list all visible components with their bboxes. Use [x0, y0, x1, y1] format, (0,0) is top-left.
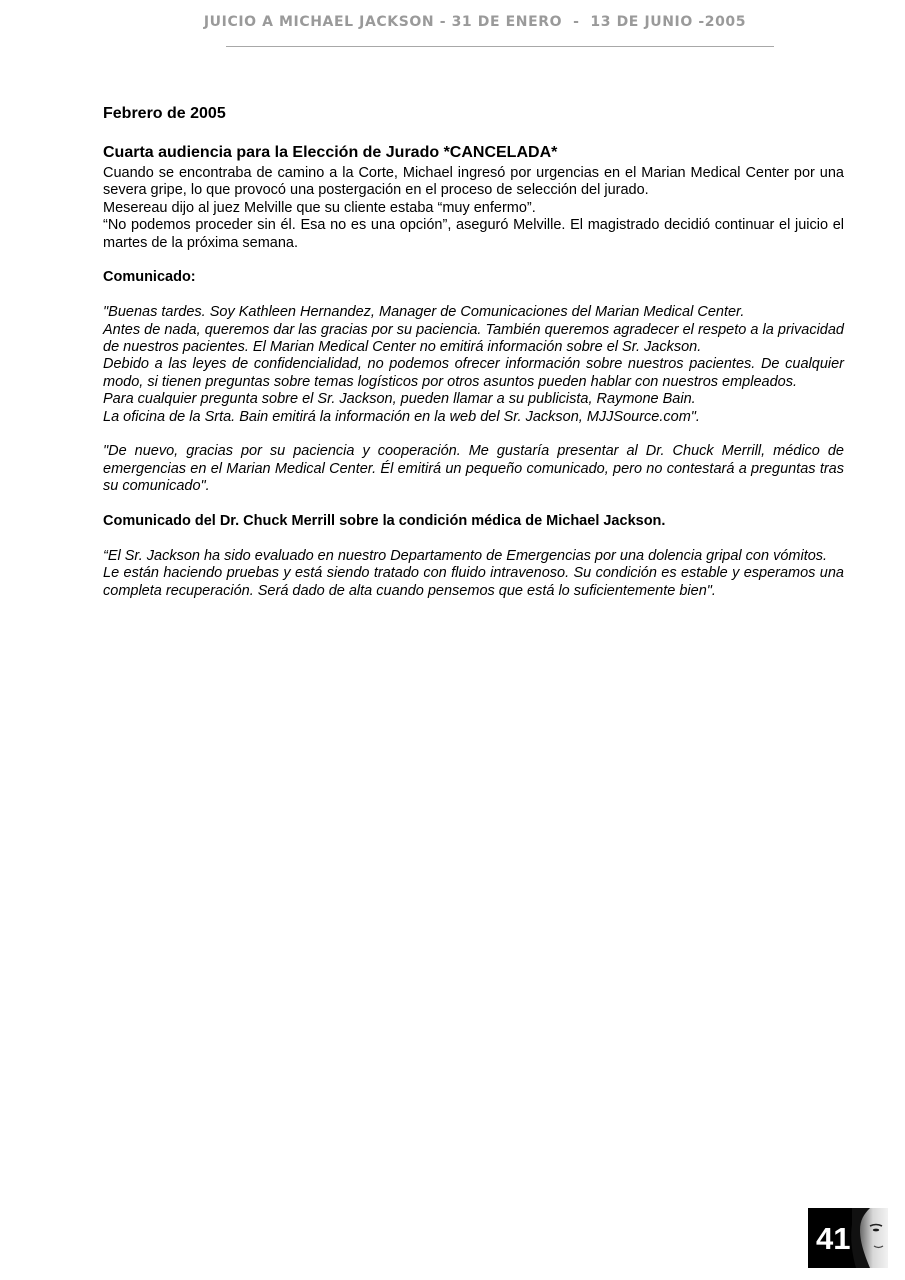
- running-header: JUICIO A MICHAEL JACKSON - 31 DE ENERO - 13 DE JUNIO -2005: [203, 14, 747, 30]
- statement-paragraph: "Buenas tardes. Soy Kathleen Hernandez, Manager de Comunicaciones del Marian Medical Center.: [103, 304, 745, 321]
- intro-paragraph: “No podemos proceder sin él. Esa no es una opción”, aseguró Melville. El magistrado decidió continuar el juicio el martes de la próxima semana.: [103, 217, 844, 251]
- page-number: 41: [816, 1221, 851, 1256]
- spacer: [103, 496, 844, 513]
- intro-paragraph: Mesereau dijo al juez Melville que su cliente estaba “muy enfermo”.: [103, 199, 536, 216]
- doctor-paragraph: Le están haciendo pruebas y está siendo tratado con fluido intravenoso. Su condición es estable y esperamos una completa recuperación. Será dado de alta cuando pensemos que está lo suficientemente bien".: [103, 565, 844, 599]
- section-title: Cuarta audiencia para la Elección de Jurado *CANCELADA*: [103, 144, 558, 161]
- statement-paragraph: La oficina de la Srta. Bain emitirá la información en la web del Sr. Jackson, MJJSource.com".: [103, 408, 700, 425]
- spacer: [103, 252, 844, 269]
- doctor-statement-label: Comunicado del Dr. Chuck Merrill sobre la condición médica de Michael Jackson.: [103, 513, 666, 530]
- statement-paragraph: Antes de nada, queremos dar las gracias por su paciencia. También queremos agradecer el respeto a la privacidad de nuestros pacientes. El Marian Medical Center no emitirá información sobre el Sr. Jackson.: [103, 321, 844, 356]
- statement-paragraph: Debido a las leyes de confidencialidad, no podemos ofrecer información sobre nuestros pacientes. De cualquier modo, si tienen preguntas sobre temas logísticos por otros asuntos pueden hablar con nuestros empleados.: [103, 356, 844, 390]
- spacer: [103, 426, 844, 443]
- statement-closing: "De nuevo, gracias por su paciencia y cooperación. Me gustaría presentar al Dr. Chuck Merrill, médico de emergencias en el Marian Medical Center. Él emitirá un pequeño comunicado, pero no contestará a preguntas tras su comunicado".: [103, 443, 844, 495]
- intro-paragraph: Cuando se encontraba de camino a la Corte, Michael ingresó por urgencias en el Marian Medical Center por una severa gripe, lo que provocó una postergación en el proceso de selección del jurado.: [103, 165, 844, 199]
- statement-paragraph: Para cualquier pregunta sobre el Sr. Jackson, pueden llamar a su publicista, Raymone Bain.: [103, 391, 696, 408]
- doctor-paragraph: “El Sr. Jackson ha sido evaluado en nuestro Departamento de Emergencias por una dolencia gripal con vómitos.: [103, 547, 828, 564]
- spacer: [103, 287, 844, 304]
- document-body: [103, 104, 844, 600]
- statement-label: Comunicado:: [103, 269, 196, 286]
- spacer: [103, 530, 844, 547]
- page-number-badge: [808, 1208, 888, 1268]
- header-divider: [226, 46, 774, 47]
- date-heading: Febrero de 2005: [103, 105, 226, 122]
